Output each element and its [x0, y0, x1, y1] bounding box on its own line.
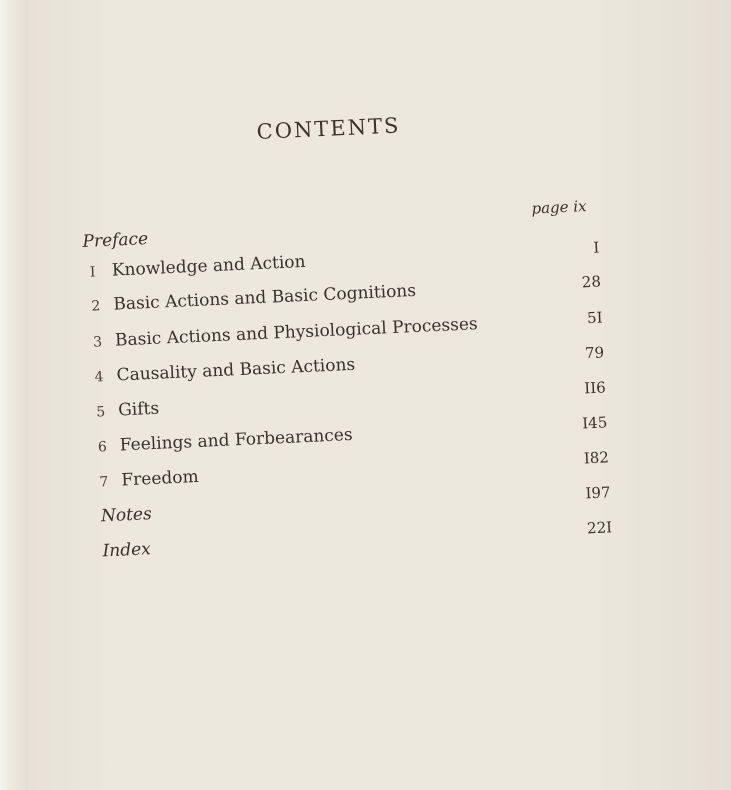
toc-entry-number: 5: [95, 404, 106, 421]
toc-entry-number: 6: [97, 439, 108, 456]
toc-entry-page: II6: [583, 378, 607, 398]
toc-entry-title: Knowledge and Action: [111, 251, 306, 281]
toc-entry-number: 2: [91, 298, 101, 315]
toc-entry-page: I: [593, 238, 600, 257]
toc-entry-title: Freedom: [120, 466, 200, 491]
toc-entry-title: Preface: [82, 229, 149, 252]
toc-entry-number: 3: [92, 334, 103, 351]
page-column-label: page ix: [531, 197, 587, 218]
toc-entry-page: 79: [584, 343, 605, 363]
toc-entry-title: Basic Actions and Physiological Processes: [114, 314, 479, 351]
toc-entry-title: Notes: [100, 504, 153, 527]
toc-entry-page: 28: [581, 272, 602, 292]
toc-entry-page: 22I: [586, 518, 613, 538]
toc-entry-title: Index: [102, 539, 152, 562]
page-title: CONTENTS: [256, 113, 401, 144]
toc-entry-number: 7: [99, 474, 109, 491]
toc-entry-title: Causality and Basic Actions: [116, 354, 356, 386]
toc-entry-page: I82: [583, 448, 610, 468]
toc-entry-title: Feelings and Forbearances: [119, 424, 354, 456]
toc-entry-title: Gifts: [117, 398, 160, 421]
toc-entry-page: I45: [581, 413, 608, 433]
toc-entry-number: 4: [94, 369, 104, 386]
toc-entry-page: 5I: [586, 308, 603, 328]
toc-entry-number: I: [89, 264, 96, 281]
toc-entry-page: I97: [585, 483, 611, 503]
toc-entry-title: Basic Actions and Basic Cognitions: [112, 280, 417, 315]
